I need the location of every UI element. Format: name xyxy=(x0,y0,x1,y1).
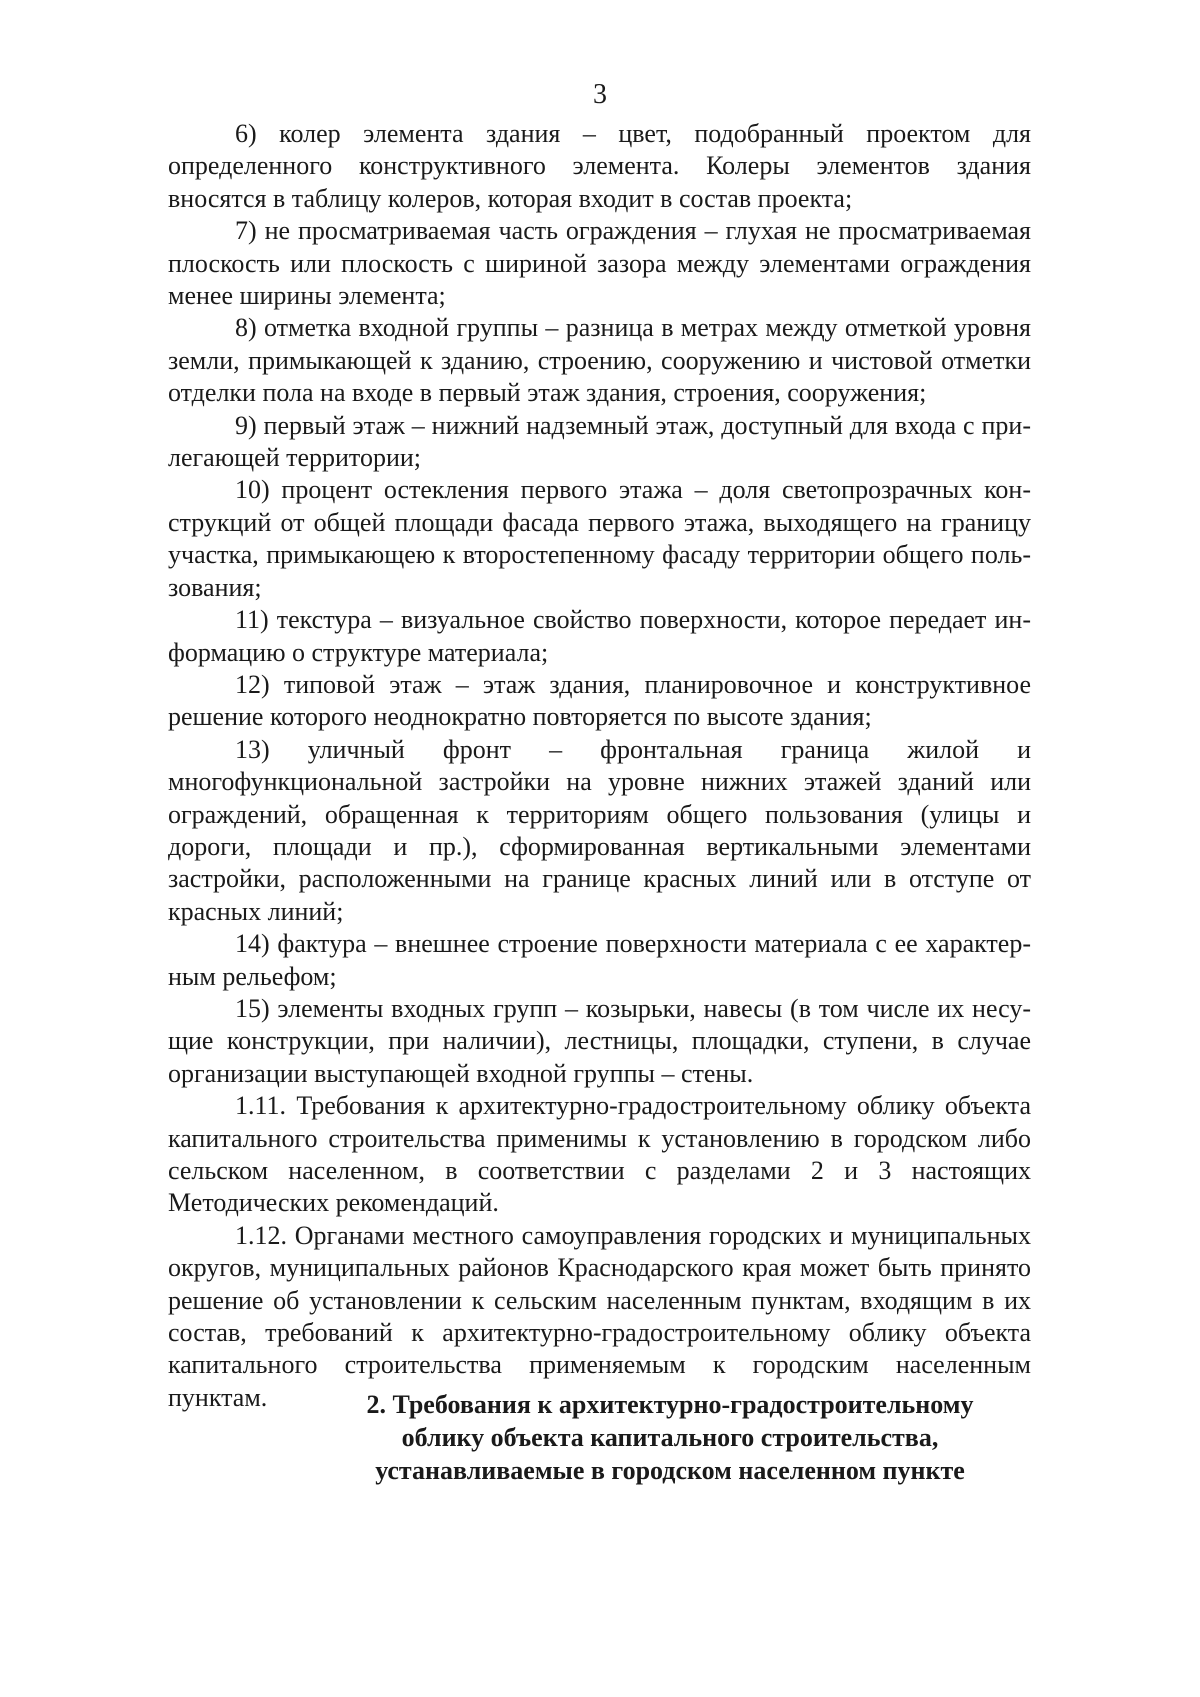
definition-item-14: 14) фактура – внешнее строение поверхности материала с ее характерным рельефом; xyxy=(168,929,1031,991)
page-number: 3 xyxy=(593,79,607,110)
definition-item-13: 13) уличный фронт – фронтальная граница жилой и многофункциональной застройки на уровне нижних этажей зданий или ограждений, обращенная к территориям общего пользования (улицы и дороги, площади и пр.), сформированная вертикальными элементами застройки, расположенными на границе красных линий или в отступе от красных линий; xyxy=(168,734,1031,926)
definition-item-10: 10) процент остекления первого этажа – доля светопрозрачных конструкций от общей площади фасада первого этажа, выходящего на границу участка, примыкающею к второстепенному фасаду территории общего пользования; xyxy=(168,475,1031,602)
clause-1-11: 1.11. Требования к архитектурно-градостроительному облику объекта капитального строительства применимы к установлению в городском либо сельском населенном, в соответствии с разделами 2 и 3 настоящих Методических рекомендаций. xyxy=(168,1091,1031,1218)
definition-item-9: 9) первый этаж – нижний надземный этаж, доступный для входа с прилегающей территории; xyxy=(168,410,1031,473)
document-body xyxy=(168,118,1031,1414)
section-heading-line-2: облику объекта капитального строительства, xyxy=(401,1423,939,1452)
section-heading xyxy=(300,1388,1040,1487)
clause-1-12: 1.12. Органами местного самоуправления городских и муниципальных округов, муниципальных районов Краснодарского края может быть принято решение об установлении к сельским населенным пунктам, входящим в их состав, требований к архитектурно-градостроительному облику объекта капитального строительства применяемым к городским населенным пунктам. xyxy=(168,1220,1031,1412)
definition-item-7: 7) не просматриваемая часть ограждения – глухая не просматриваемая плоскость или плоскость с шириной зазора между элементами ограждения менее ширины элемента; xyxy=(168,216,1031,311)
definition-item-11: 11) текстура – визуальное свойство поверхности, которое передает информацию о структуре материала; xyxy=(168,605,1031,667)
definition-item-15: 15) элементы входных групп – козырьки, навесы (в том числе их несущие конструкции, при наличии), лестницы, площадки, ступени, в случае организации выступающей входной группы – стены. xyxy=(168,993,1031,1088)
definition-item-6: 6) колер элемента здания – цвет, подобранный проектом для определенного конструктивного элемента. Колеры элементов здания вносятся в таблицу колеров, которая входит в состав проекта; xyxy=(168,119,1031,213)
section-heading-line-3: устанавливаемые в городском населенном пункте xyxy=(375,1456,965,1485)
definition-item-12: 12) типовой этаж – этаж здания, планировочное и конструктивное решение которого неоднократно повторяется по высоте здания; xyxy=(168,669,1031,732)
definition-item-8: 8) отметка входной группы – разница в метрах между отметкой уровня земли, примыкающей к зданию, строению, сооружению и чистовой отметки отделки пола на входе в первый этаж здания, строения, сооружения; xyxy=(168,313,1031,408)
section-heading-line-1: 2. Требования к архитектурно-градостроительному xyxy=(366,1390,974,1419)
